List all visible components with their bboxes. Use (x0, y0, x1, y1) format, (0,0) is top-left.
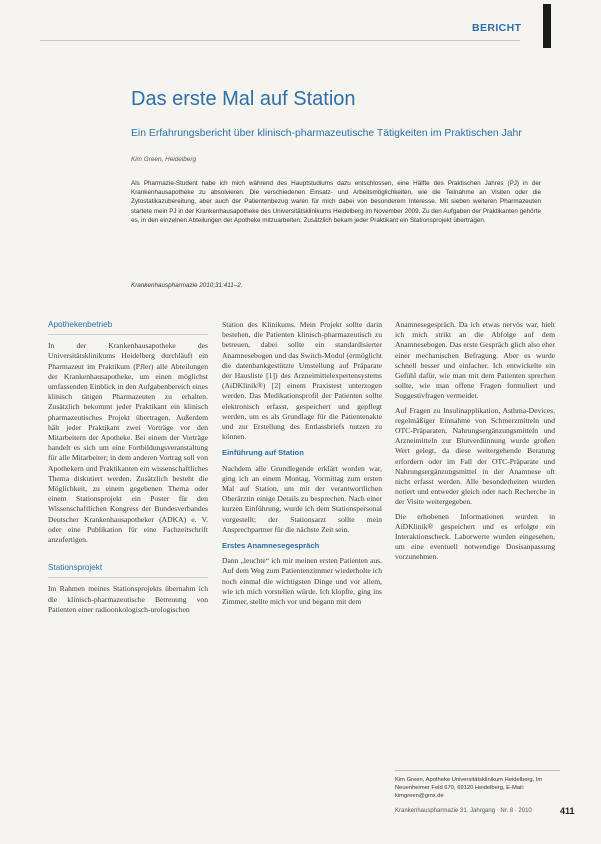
paragraph: Nachdem alle Grundlegende erklärt worden war, ging ich an einem Montag, Vormittag zum ersten Mal auf Station, um mit der verantwortlichen Oberärztin einige Details zu besprechen. Nach einer kurzen Einführung, wurde ich dem Stationspersonal vorgestellt; der Stationsarzt sollte mein Ansprechpartner für die nächste Zeit sein. (222, 463, 382, 534)
author-line: Kim Green, Heidelberg (131, 156, 197, 163)
paragraph: Station des Klinikums. Mein Projekt sollte darin bestehen, die Patienten klinisch-pharmazeutisch zu betreuen, dabei sollte ein standardisierter Anamnesebogen und das Switch-Modul (ermöglicht die datenbankgestützte Umstellung auf Präparate der Hausliste [1]) des Arzneimittelexpertensystems (AiDKlinik®) [2] einem Praxistest unterzogen werden. Das Medikationsprofil der Patienten sollte elektronisch erfasst, gespeichert und gepflegt werden, um es als Grundlage für die Patientenakte und zur Erstellung des Entlassbriefs nutzen zu können. (222, 320, 382, 442)
author-address: Kim Green, Apotheke Universitätsklinikum Heidelberg, Im Neuenheimer Feld 670, 69120 Heidelberg, E-Mail: kimgreen@gmx.de (395, 770, 560, 800)
paragraph: Die erhobenen Informationen wurden in AiDKlinik® gespeichert und es erfolgte ein Interaktionscheck. Laborwerte wurden eingesehen, um eine eventuell notwendige Dosisanpassung vorzunehmen. (395, 511, 555, 562)
paragraph: Anamnesegespräch. Da ich etwas nervös war, hielt ich mich strikt an die Abfolge auf dem Anamnesebogen. Das erste Gespräch glich also eher einer mechanischen Befragung. Aber es wurde schnell besser und einfacher. Ich entwickelte ein Gefühl dafür, wie man mit dem Patienten sprechen sollte, wie man offene Fragen formuliert und Suggestivfragen vermeidet. (395, 320, 555, 401)
header-bar (543, 4, 551, 48)
citation: Krankenhauspharmazie 2010;31:411–2. (131, 282, 243, 289)
column-3 (395, 320, 555, 567)
section-heading-apothekenbetrieb: Apothekenbetrieb (48, 320, 208, 335)
column-2 (222, 320, 382, 611)
paragraph: In der Krankenhausapotheke des Universitätsklinikums Heidelberg durchläuft ein Pharmazeut im Praktikum (PJler) alle Abteilungen der Krankenhausapotheke, um einen möglichst umfassenden Einblick in den Aufgabenbereich eines klinisch tätigen Pharmazeuten zu erhalten. Zusätzlich bekommt jeder Praktikant ein klinisch pharmazeutisches Projekt übertragen. Außerdem hält jeder Praktikant zwei Vorträge vor den Mitarbeitern der Apotheke. Bei einem der Vorträge handelt es sich um eine Fortbildungsveranstaltung für alle Mitarbeiter; in dem anderen Vortrag soll von Apothekern und Praktikanten ein wissenschaftliches Thema diskutiert werden. Zusätzlich besteht die Möglichkeit, zu einem gegebenen Thema oder einem Stationsprojekt ein Poster für den Wissenschaftlichen Kongress der Bundesverbandes Deutscher Krankenhausapotheker (ADKA) e. V. oder eine Publikation für eine Fachzeitschrift anzufertigen. (48, 341, 208, 545)
article-title: Das erste Mal auf Station (131, 88, 356, 110)
paragraph: Dann „leuchte“ ich mir meinen ersten Patienten aus. Auf dem Weg zum Patientenzimmer wiederholte ich noch einmal die wichtigsten Dinge und vor allem, wie ich mich vorstellen würde. Ich klopfte, ging ins Zimmer, stellte mich vor und begann mit dem (222, 556, 382, 607)
abstract: Als Pharmazie-Student habe ich mich während des Hauptstudiums dazu entschlossen, eine Hälfte des Praktischen Jahres (PJ) in der Krankenhausapotheke zu absolvieren. Die verschiedenen Einsatz- und Arbeitsmöglichkeiten, wie die Teilnahme an Visiten oder die Zytostatikazubereitung, aber auch der Patientenbezug waren für mich dabei von besonderem Interesse. Mit sieben weiteren Pharmazeuten startete mein PJ in der Krankenhausapotheke des Universitätsklinikums Heidelberg im November 2009. Zu den Aufgaben der Praktikanten gehörte es, in den einzelnen Abteilungen der Apotheke mitzuarbeiten. Zusätzlich bekam jeder Praktikant ein Stationsprojekt übertragen. (131, 180, 541, 224)
journal-footer: Krankenhauspharmazie 31. Jahrgang · Nr. 8 · 2010 (395, 808, 532, 814)
subheading-anamnese: Erstes Anamnesegespräch (222, 541, 320, 551)
paragraph: Auf Fragen zu Insulinapplikation, Asthma-Devices, regelmäßiger Einnahme von Schmerzmitteln und OTC-Präparaten, Nahrungsergänzungsmitteln und Arzneimitteln zur Blutverdünnung wurde großen Wert gelegt, da diese weitergehende Beratung erfordern oder im Fall der OTC-Präparate und Nahrungsergänzungsmittel in der Anamnese oft nicht erfasst werden. Alle besonderheiten wurden notiert und entweder gleich oder nach Recherche in der Visite weitergegeben. (395, 405, 555, 507)
page-number: 411 (560, 806, 575, 816)
article-subtitle: Ein Erfahrungsbericht über klinisch-pharmazeutische Tätigkeiten im Praktischen Jahr (131, 128, 522, 139)
paragraph: Im Rahmen meines Stationsprojekts übernahm ich die klinisch-pharmazeutische Betreuung von Patienten einer radioonkologisch-urologischen (48, 584, 208, 614)
header-rule (40, 40, 520, 41)
section-tag: BERICHT (472, 22, 522, 34)
column-1 (48, 320, 208, 619)
subheading-einfuehrung: Einführung auf Station (222, 448, 304, 458)
section-heading-stationsprojekt: Stationsprojekt (48, 563, 208, 578)
